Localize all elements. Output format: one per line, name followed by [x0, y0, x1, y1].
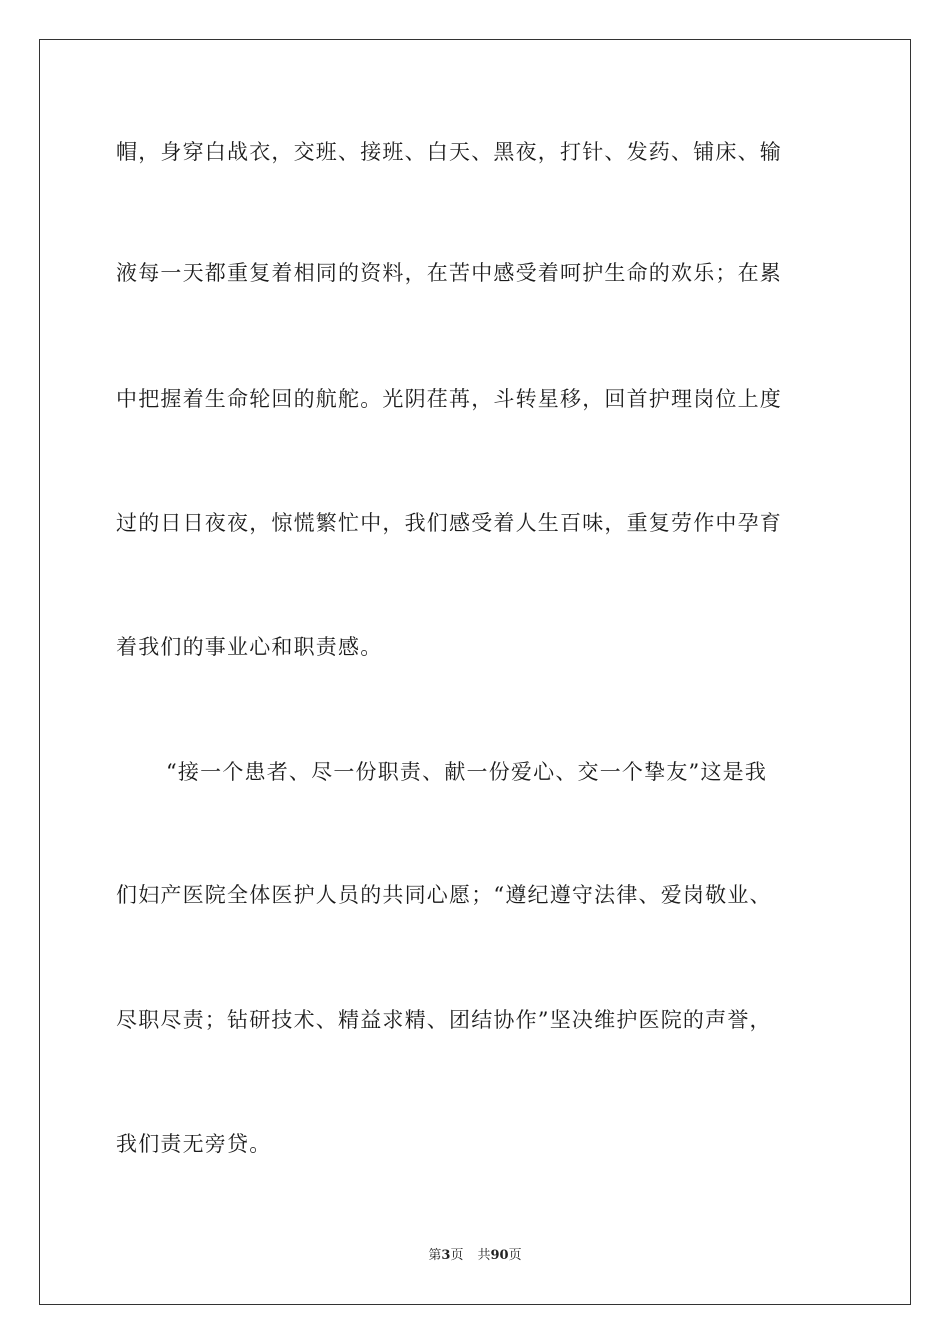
total-prefix: 共 — [477, 1248, 491, 1263]
text-line-1: 帽，身穿白战衣，交班、接班、白天、黑夜，打针、发药、铺床、输 — [116, 140, 782, 164]
page-footer — [0, 1247, 950, 1265]
page-prefix: 第 — [428, 1248, 442, 1263]
page-number: 3 — [441, 1248, 451, 1263]
text-line-7: 们妇产医院全体医护人员的共同心愿；“遵纪遵守法律、爱岗敬业、 — [116, 883, 772, 907]
text-line-5: 着我们的事业心和职责感。 — [116, 635, 383, 659]
text-line-9: 我们责无旁贷。 — [116, 1132, 272, 1156]
page-border — [39, 39, 911, 1305]
total-suffix: 页 — [508, 1248, 522, 1263]
text-line-3: 中把握着生命轮回的航舵。光阴荏苒，斗转星移，回首护理岗位上度 — [116, 387, 782, 411]
text-line-2: 液每一天都重复着相同的资料，在苦中感受着呵护生命的欢乐；在累 — [116, 261, 782, 285]
page-suffix: 页 — [450, 1248, 464, 1263]
text-line-4: 过的日日夜夜，惊慌繁忙中，我们感受着人生百味，重复劳作中孕育 — [116, 511, 782, 535]
text-line-8: 尽职尽责；钻研技术、精益求精、团结协作”坚决维护医院的声誉， — [116, 1008, 772, 1032]
total-pages: 90 — [490, 1248, 509, 1263]
text-line-6: “接一个患者、尽一份职责、献一份爱心、交一个挚友”这是我 — [166, 760, 768, 784]
